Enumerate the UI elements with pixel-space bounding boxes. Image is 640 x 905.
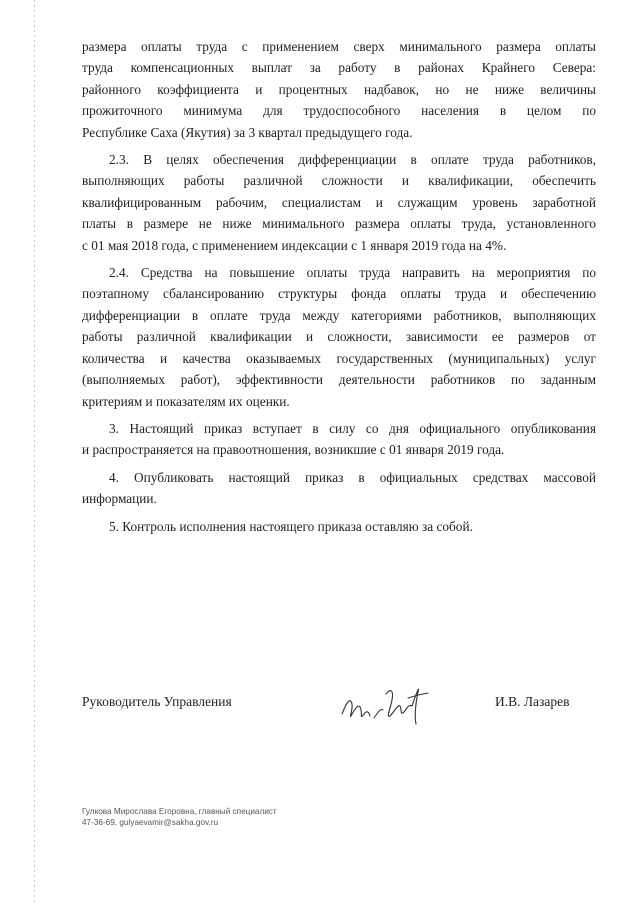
text-line: районного коэффициента и процентных надбавок, но не ниже величины xyxy=(82,81,596,97)
text-line: Республике Саха (Якутия) за 3 квартал предыдущего года. xyxy=(82,124,413,140)
text-line: критериям и показателям их оценки. xyxy=(82,393,290,409)
paragraph-continuation xyxy=(82,36,596,143)
text-line: 2.3. В целях обеспечения дифференциации в оплате труда работников, xyxy=(109,152,596,168)
text-line: 2.4. Средства на повышение оплаты труда направить на мероприятия по xyxy=(109,265,596,281)
text-line: прожиточного минимума для трудоспособного населения в целом по xyxy=(82,103,596,119)
text-line: информации. xyxy=(82,491,157,507)
signatory-name: И.В. Лазарев xyxy=(495,694,570,709)
text-line: с 01 мая 2018 года, с применением индексации с 1 января 2019 года на 4%. xyxy=(82,237,507,253)
text-line: труда компенсационных выплат за работу в районах Крайнего Севера: xyxy=(82,60,596,76)
text-line: 4. Опубликовать настоящий приказ в официальных средствах массовой xyxy=(109,469,596,485)
text-line: квалифицированным рабочим, специалистам и служащим уровень заработной xyxy=(82,194,596,210)
text-line: 5. Контроль исполнения настоящего приказа оставляю за собой. xyxy=(109,518,473,534)
paragraph-3 xyxy=(82,418,596,461)
text-line: (выполняемых работ), эффективности деятельности работников по заданным xyxy=(82,372,596,388)
document-body xyxy=(82,36,596,537)
text-line: платы в размере не ниже минимального размера оплаты труда, установленного xyxy=(82,216,596,232)
text-line: дифференциации в оплате труда между категориями работников, выполняющих xyxy=(82,307,596,323)
signatory-title: Руководитель Управления xyxy=(82,694,232,709)
executor-name: Гулкова Мирослава Егоровна, главный специалист xyxy=(82,807,277,816)
text-line: количества и качества оказываемых государственных (муниципальных) услуг xyxy=(82,350,596,366)
handwritten-signature xyxy=(334,674,452,728)
paragraph-5 xyxy=(82,516,596,537)
binding-margin-line xyxy=(34,0,35,905)
paragraph-2-3 xyxy=(82,149,596,256)
text-line: размера оплаты труда с применением сверх минимального размера оплаты xyxy=(82,39,596,54)
signature-row xyxy=(82,690,596,730)
paragraph-4 xyxy=(82,467,596,510)
text-line: работы различной квалификации и сложности, зависимости ее размеров от xyxy=(82,329,596,345)
executor-contacts: 47-36-69, gulyaevamir@sakha.gov.ru xyxy=(82,818,219,827)
executor-note xyxy=(82,806,277,828)
text-line: выполняющих работы различной сложности и квалификации, обеспечить xyxy=(82,173,596,189)
text-line: поэтапному сбалансированию структуры фонда оплаты труда и обеспечению xyxy=(82,286,596,302)
text-line: 3. Настоящий приказ вступает в силу со дня официального опубликования xyxy=(109,420,596,436)
text-line: и распространяется на правоотношения, возникшие с 01 января 2019 года. xyxy=(82,442,505,458)
paragraph-2-4 xyxy=(82,262,596,412)
